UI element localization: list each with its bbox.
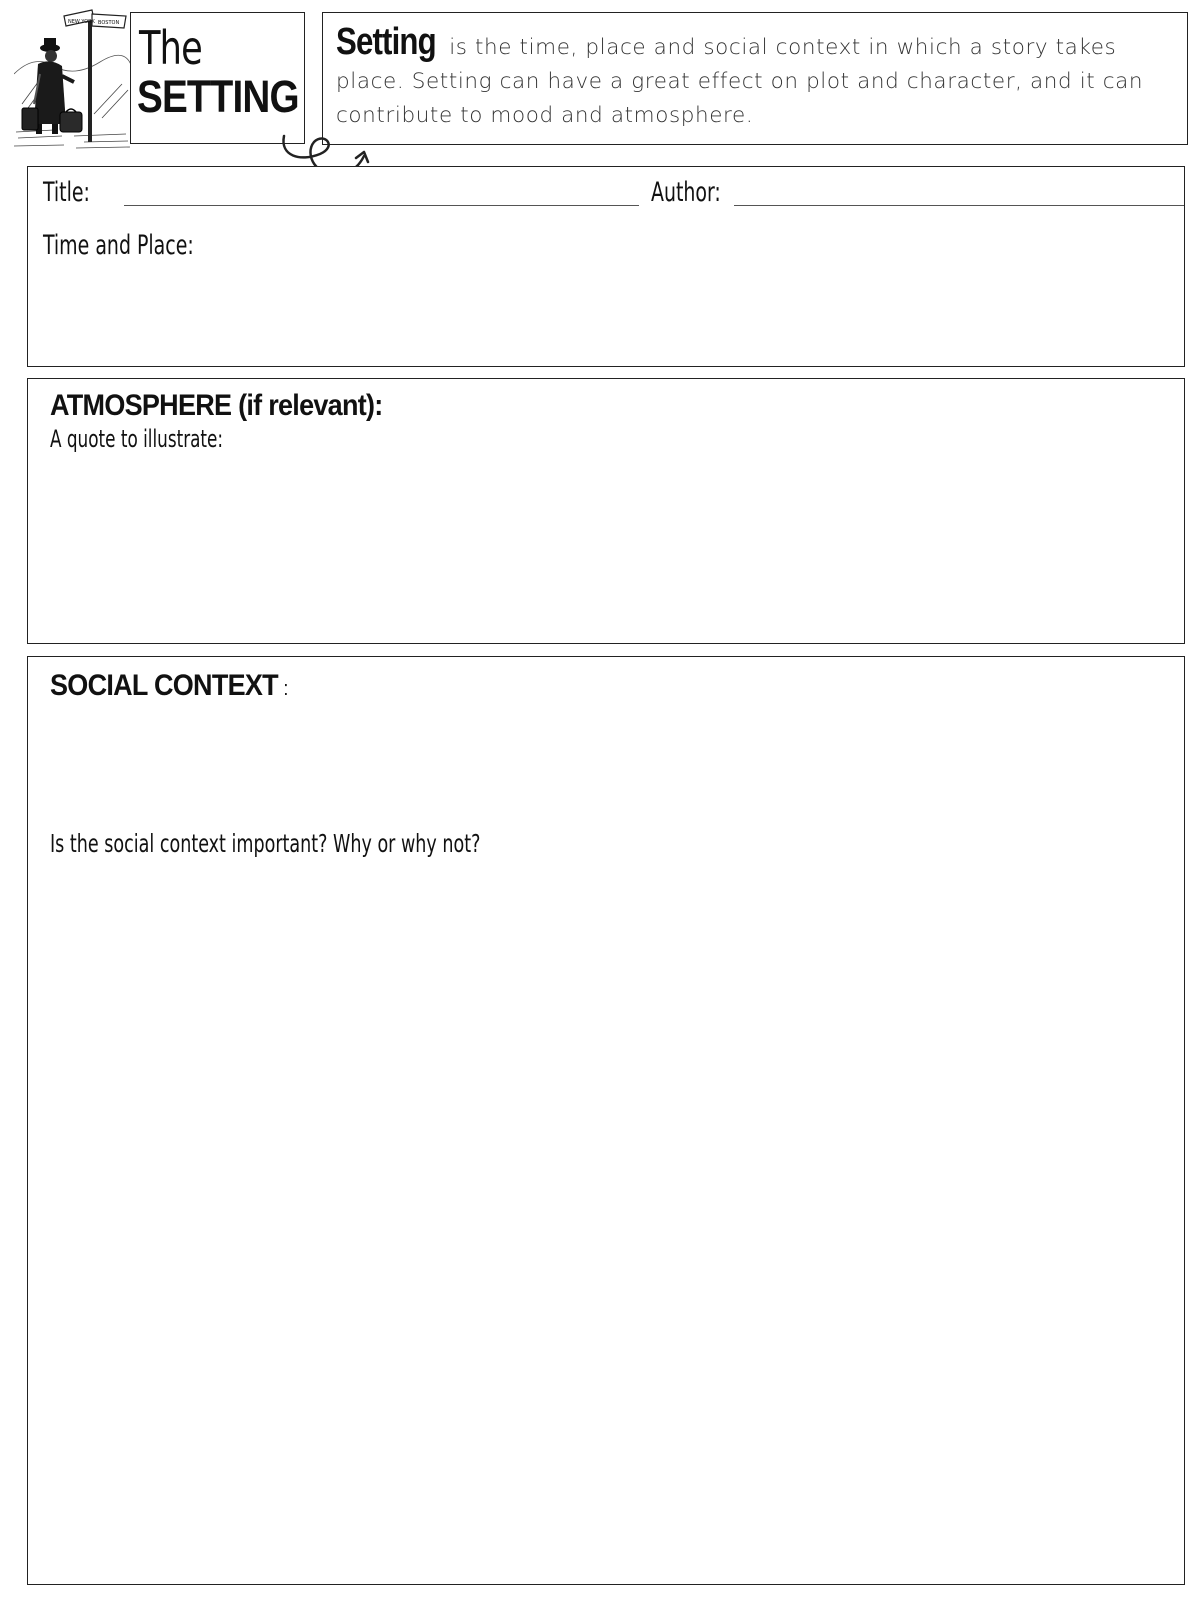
title-label: Title: [43,177,90,208]
author-answer-line[interactable] [734,205,1184,206]
social-context-heading [50,669,288,703]
sign-text-newyork: NEW YORK [68,19,95,25]
social-context-colon: : [283,678,288,700]
title-box [130,12,305,144]
definition-paragraph [336,21,1181,133]
traveler-illustration [14,4,132,152]
definition-box [322,12,1188,145]
sign-text-boston: BOSTON [98,20,120,26]
traveler-figure [22,38,82,134]
atmosphere-quote-prompt: A quote to illustrate: [50,425,224,453]
atmosphere-box [27,378,1185,644]
author-label: Author: [651,177,721,208]
social-context-title: SOCIAL CONTEXT [50,669,278,702]
title-answer-line[interactable] [124,205,639,206]
definition-text: is the time, place and social context in which a story takes place. Setting can have a great effect on plot and character, and it can contribute to mood and atmosphere. [336,35,1144,128]
info-box [27,166,1185,367]
title-setting: SETTING [137,71,299,122]
definition-term: Setting [336,21,436,63]
signpost-arms [64,10,126,28]
atmosphere-heading: ATMOSPHERE (if relevant): [50,389,383,422]
social-context-box [27,656,1185,1585]
social-context-question: Is the social context important? Why or why not? [50,829,481,858]
time-place-label: Time and Place: [43,230,194,261]
title-the: The [139,21,202,75]
